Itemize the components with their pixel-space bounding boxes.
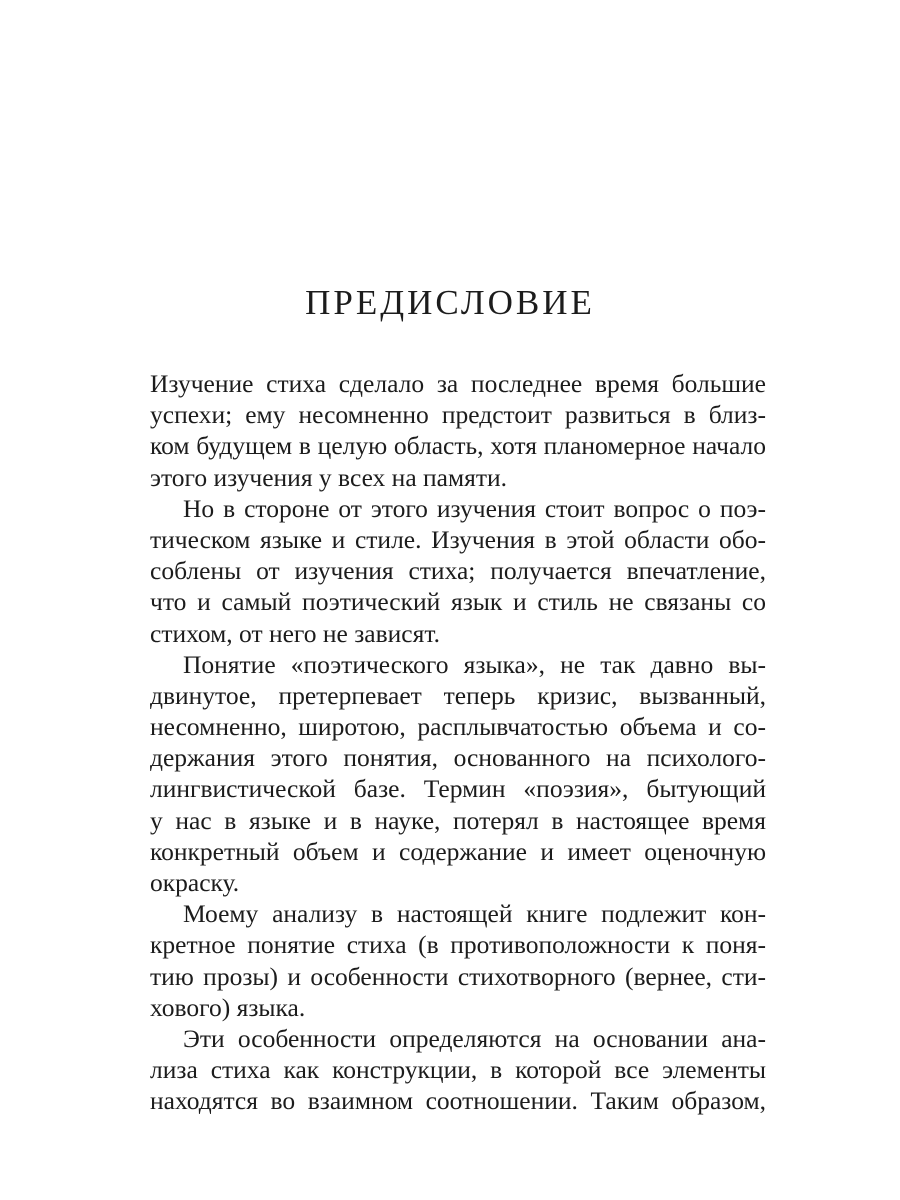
text-line: Моему анализу в настоящей книге подлежит кон-: [183, 899, 766, 929]
text-line: держания этого понятия, основанного на психолого-: [150, 743, 766, 773]
text-line: лиза стиха как конструкции, в которой все элементы: [150, 1055, 766, 1085]
text-line: кретное понятие стиха (в противоположности к поня-: [150, 930, 766, 960]
text-line: этого изучения у всех на памяти.: [150, 462, 508, 492]
text-line: Но в стороне от этого изучения стоит вопрос о поэ-: [183, 493, 766, 523]
text-line: несомненно, широтою, расплывчатостью объема и со-: [150, 712, 766, 742]
text-line: соблены от изучения стиха; получается впечатление,: [150, 556, 766, 586]
chapter-title: ПРЕДИСЛОВИЕ: [305, 283, 595, 322]
text-line: тическом языке и стиле. Изучения в этой области обо-: [150, 524, 766, 554]
text-line: находятся во взаимном соотношении. Таким образом,: [150, 1086, 766, 1116]
preface-text: [150, 368, 766, 1117]
text-line: окраску.: [150, 868, 240, 897]
text-line: хового) языка.: [150, 992, 306, 1022]
text-line: у нас в языке и в науке, потерял в настоящее время: [150, 805, 766, 835]
text-line: что и самый поэтический язык и стиль не связаны со: [150, 587, 766, 617]
text-line: двинутое, претерпевает теперь кризис, вызванный,: [150, 680, 766, 710]
text-line: стихом, от него не зависят.: [150, 618, 440, 648]
text-line: успехи; ему несомненно предстоит развиться в близ-: [150, 400, 766, 430]
text-line: Понятие «поэтического языка», не так давно вы-: [183, 649, 766, 679]
text-line: лингвистической базе. Термин «поэзия», бытующий: [150, 774, 766, 804]
text-line: конкретный объем и содержание и имеет оценочную: [150, 836, 766, 866]
text-line: ком будущем в целую область, хотя планомерное начало: [150, 431, 766, 461]
text-line: тию прозы) и особенности стихотворного (вернее, сти-: [150, 961, 766, 991]
text-line: Изучение стиха сделало за последнее время большие: [150, 369, 766, 398]
text-line: Эти особенности определяются на основании ана-: [183, 1023, 766, 1053]
